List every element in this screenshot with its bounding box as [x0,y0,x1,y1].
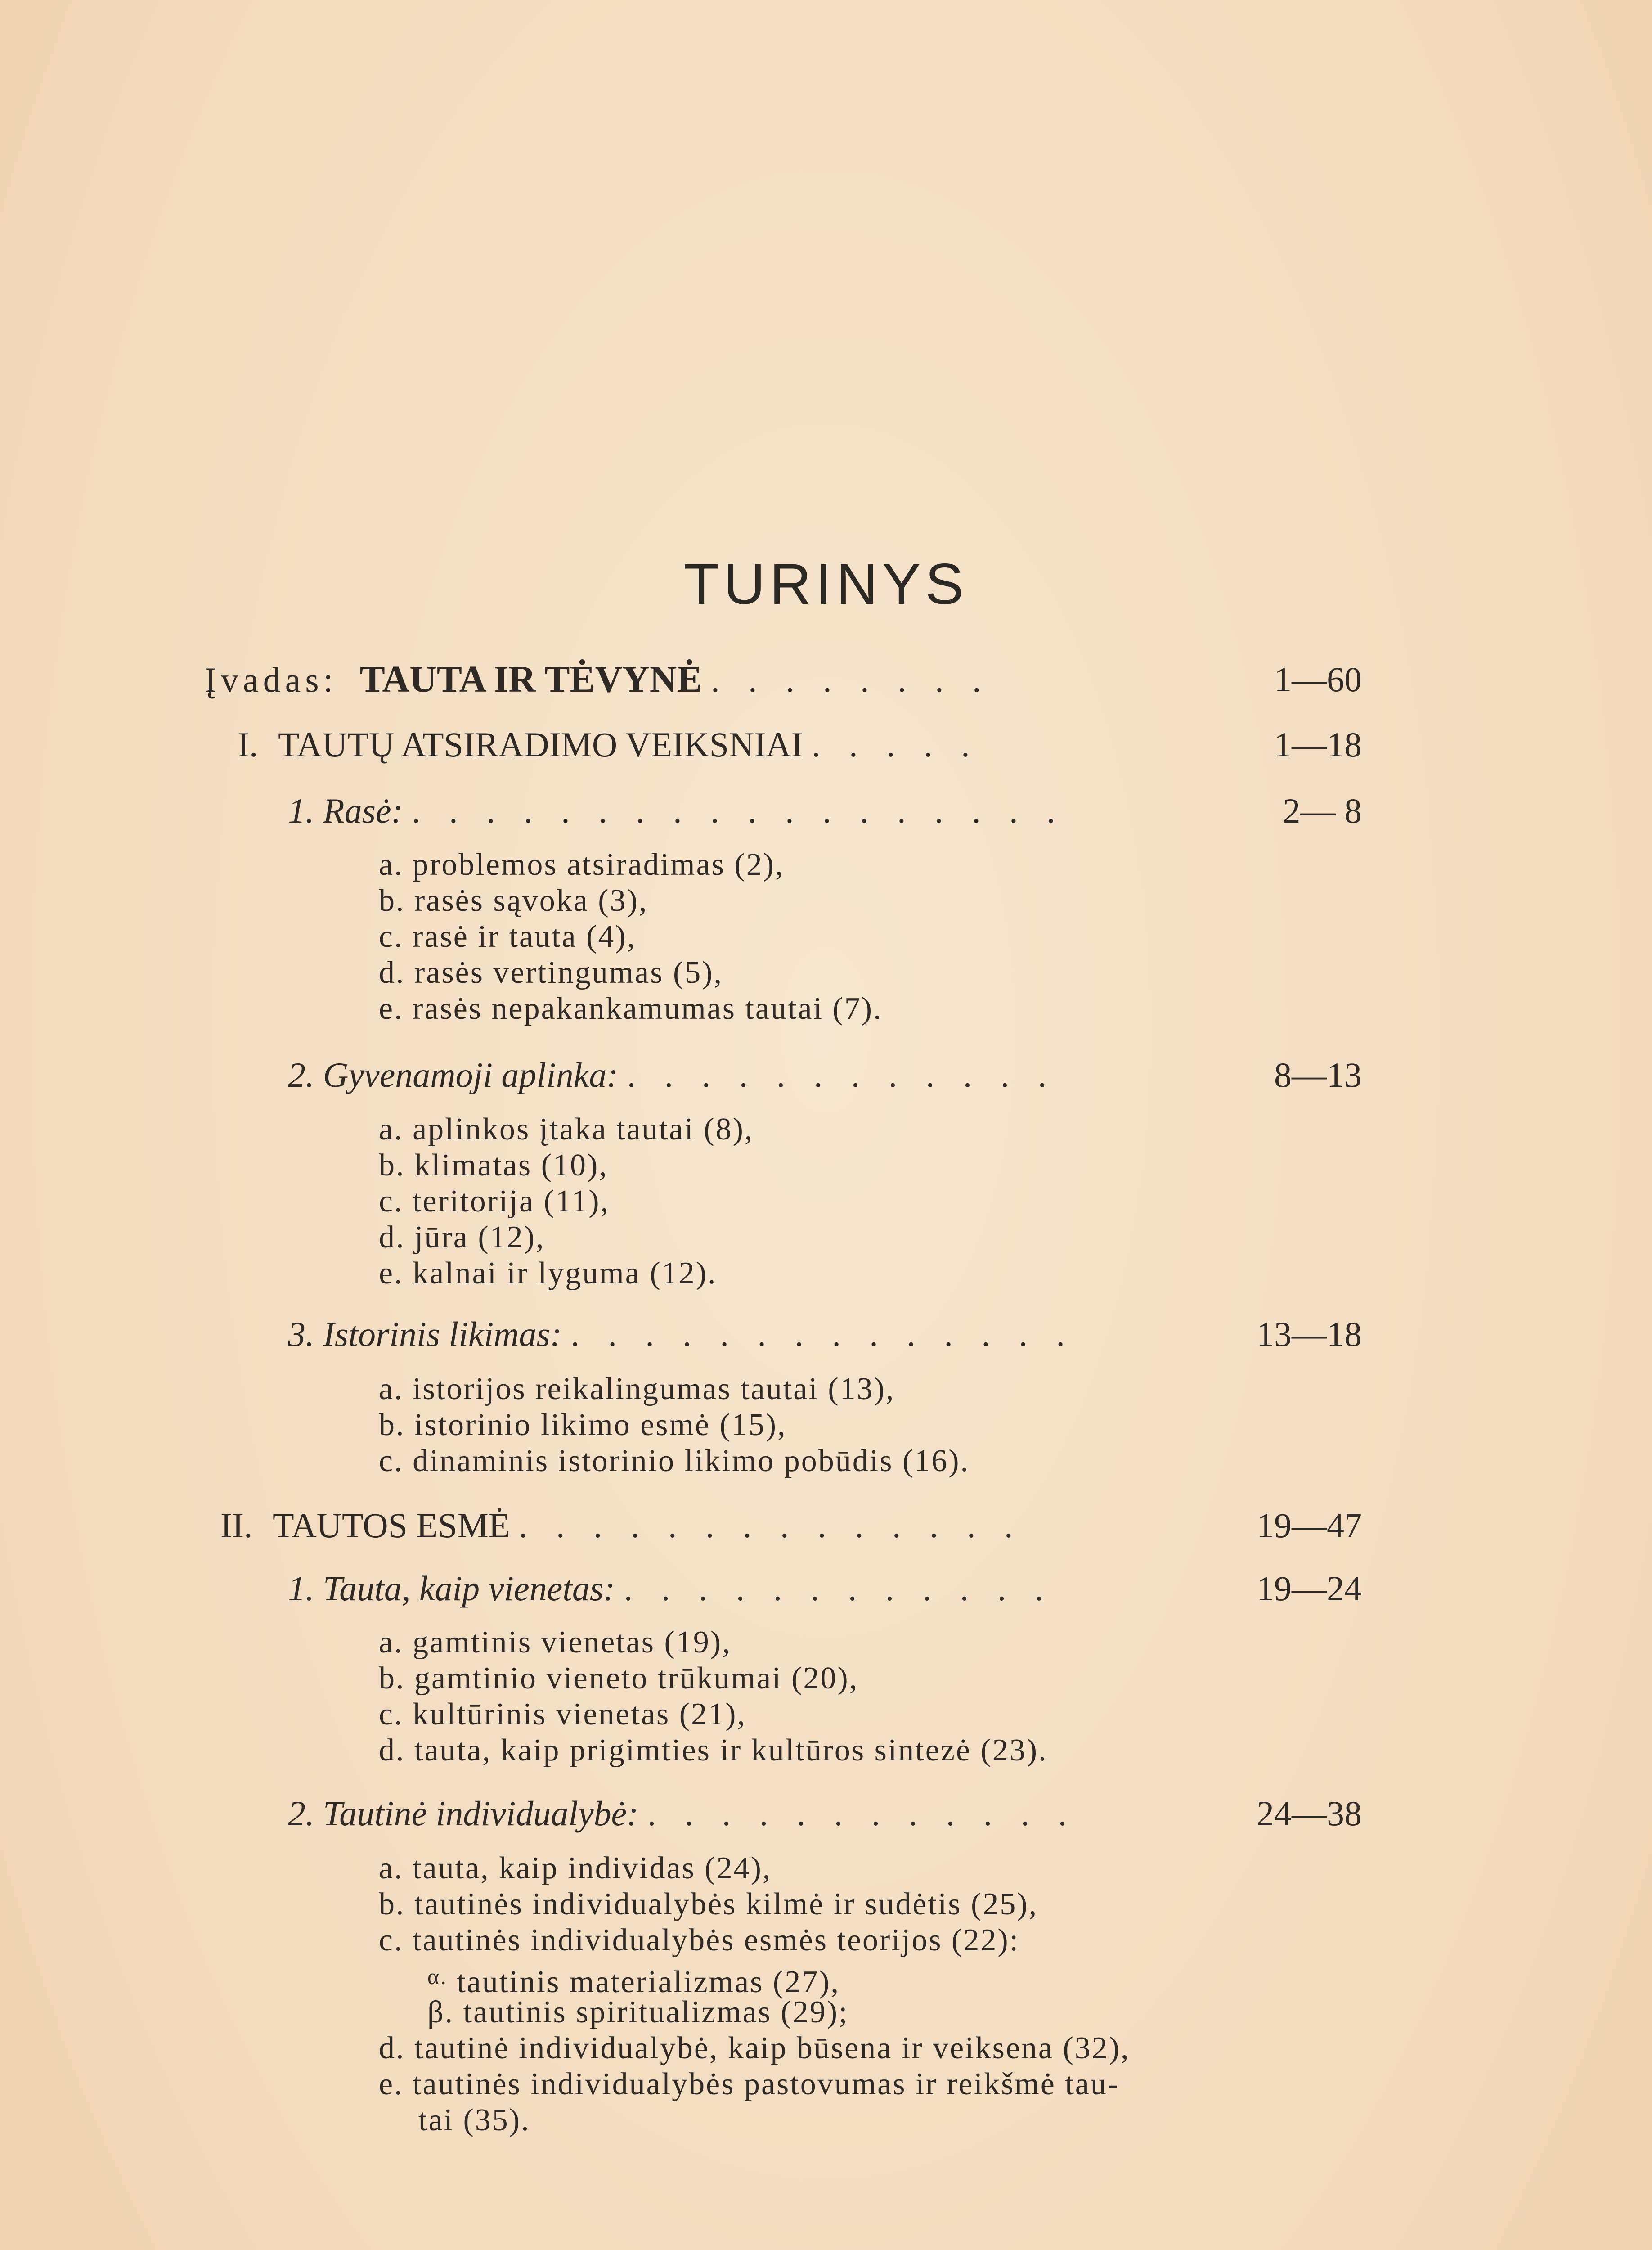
page-title: TURINYS [684,552,968,616]
list-item: e. tautinės individualybės pastovumas ir reikšmė tau- [379,2067,1120,2102]
section-title: 1. Rasė: [288,791,403,830]
part2-dots: . . . . . . . . . . . . . . [518,1506,1023,1545]
part2-entry [220,1505,1023,1546]
intro-entry [205,659,991,700]
section-istorinis-pages: 13—18 [1257,1314,1362,1354]
list-item: d. tautinė individualybė, kaip būsena ir veiksena (32), [379,2031,1130,2066]
intro-title: TAUTA IR TĖVYNĖ [359,658,702,700]
greek-text: tautinis materializmas (27), [457,1965,840,1999]
list-item-continuation: tai (35). [418,2103,530,2138]
section-dots: . . . . . . . . . . . . [627,1055,1057,1094]
section-vienetas-pages: 19—24 [1257,1569,1362,1608]
part1-numeral: I. [238,725,258,764]
section-individualybe-pages: 24—38 [1257,1794,1362,1833]
section-vienetas [288,1568,1053,1609]
list-item: a. gamtinis vienetas (19), [379,1625,732,1660]
list-item: c. tautinės individualybės esmės teorijos (22): [379,1923,1020,1958]
list-item: b. istorinio likimo esmė (15), [379,1408,787,1442]
part2-numeral: II. [220,1506,253,1545]
section-aplinka [288,1055,1056,1095]
list-item: b. klimatas (10), [379,1148,608,1183]
list-item: a. istorijos reikalingumas tautai (13), [379,1372,895,1406]
list-item: d. jūra (12), [379,1220,545,1255]
section-title: 1. Tauta, kaip vienetas: [288,1569,615,1608]
list-item: b. gamtinio vieneto trūkumai (20), [379,1661,859,1696]
list-item: d. rasės vertingumas (5), [379,955,723,990]
section-title: 3. Istorinis likimas: [288,1314,562,1354]
intro-prefix: Įvadas: [205,660,338,699]
part2-title: TAUTOS ESMĖ [272,1506,510,1545]
section-individualybe [288,1793,1077,1834]
section-istorinis [288,1314,1075,1354]
part2-pages: 19—47 [1257,1506,1362,1545]
section-aplinka-pages: 8—13 [1274,1055,1362,1094]
part1-entry [238,724,980,765]
section-dots: . . . . . . . . . . . . [624,1569,1054,1608]
greek-mark: β. [427,1995,454,2030]
list-item: a. tauta, kaip individas (24), [379,1851,772,1886]
intro-pages: 1—60 [1274,660,1362,699]
list-item: a. aplinkos įtaka tautai (8), [379,1112,754,1147]
list-item: c. rasė ir tauta (4), [379,919,637,954]
list-item: d. tauta, kaip prigimties ir kultūros sintezė (23). [379,1733,1048,1768]
section-rase-pages: 2— 8 [1283,791,1362,830]
list-item: e. rasės nepakankamumas tautai (7). [379,991,883,1026]
section-rase [288,791,1065,831]
list-item: b. rasės sąvoka (3), [379,883,648,918]
section-dots: . . . . . . . . . . . . . . . . . . [412,791,1065,830]
section-dots: . . . . . . . . . . . . . . [570,1314,1075,1354]
greek-item [427,1992,849,2033]
part1-pages: 1—18 [1274,725,1362,764]
part1-dots: . . . . . [812,725,980,764]
greek-mark: α. [427,1964,448,1989]
section-title: 2. Tautinė individualybė: [288,1794,639,1833]
list-item: a. problemos atsiradimas (2), [379,847,785,882]
list-item: b. tautinės individualybės kilmė ir sudėtis (25), [379,1887,1038,1922]
list-item: e. kalnai ir lyguma (12). [379,1256,717,1291]
greek-text: tautinis spiritualizmas (29); [463,1995,849,2030]
section-title: 2. Gyvenamoji aplinka: [288,1055,619,1094]
section-dots: . . . . . . . . . . . . [647,1794,1077,1833]
intro-dots: . . . . . . . . [711,660,991,699]
list-item: c. kultūrinis vienetas (21), [379,1697,746,1732]
list-item: c. dinaminis istorinio likimo pobūdis (16). [379,1444,970,1478]
part1-title: TAUTŲ ATSIRADIMO VEIKSNIAI [278,725,803,764]
list-item: c. teritorija (11), [379,1184,610,1219]
